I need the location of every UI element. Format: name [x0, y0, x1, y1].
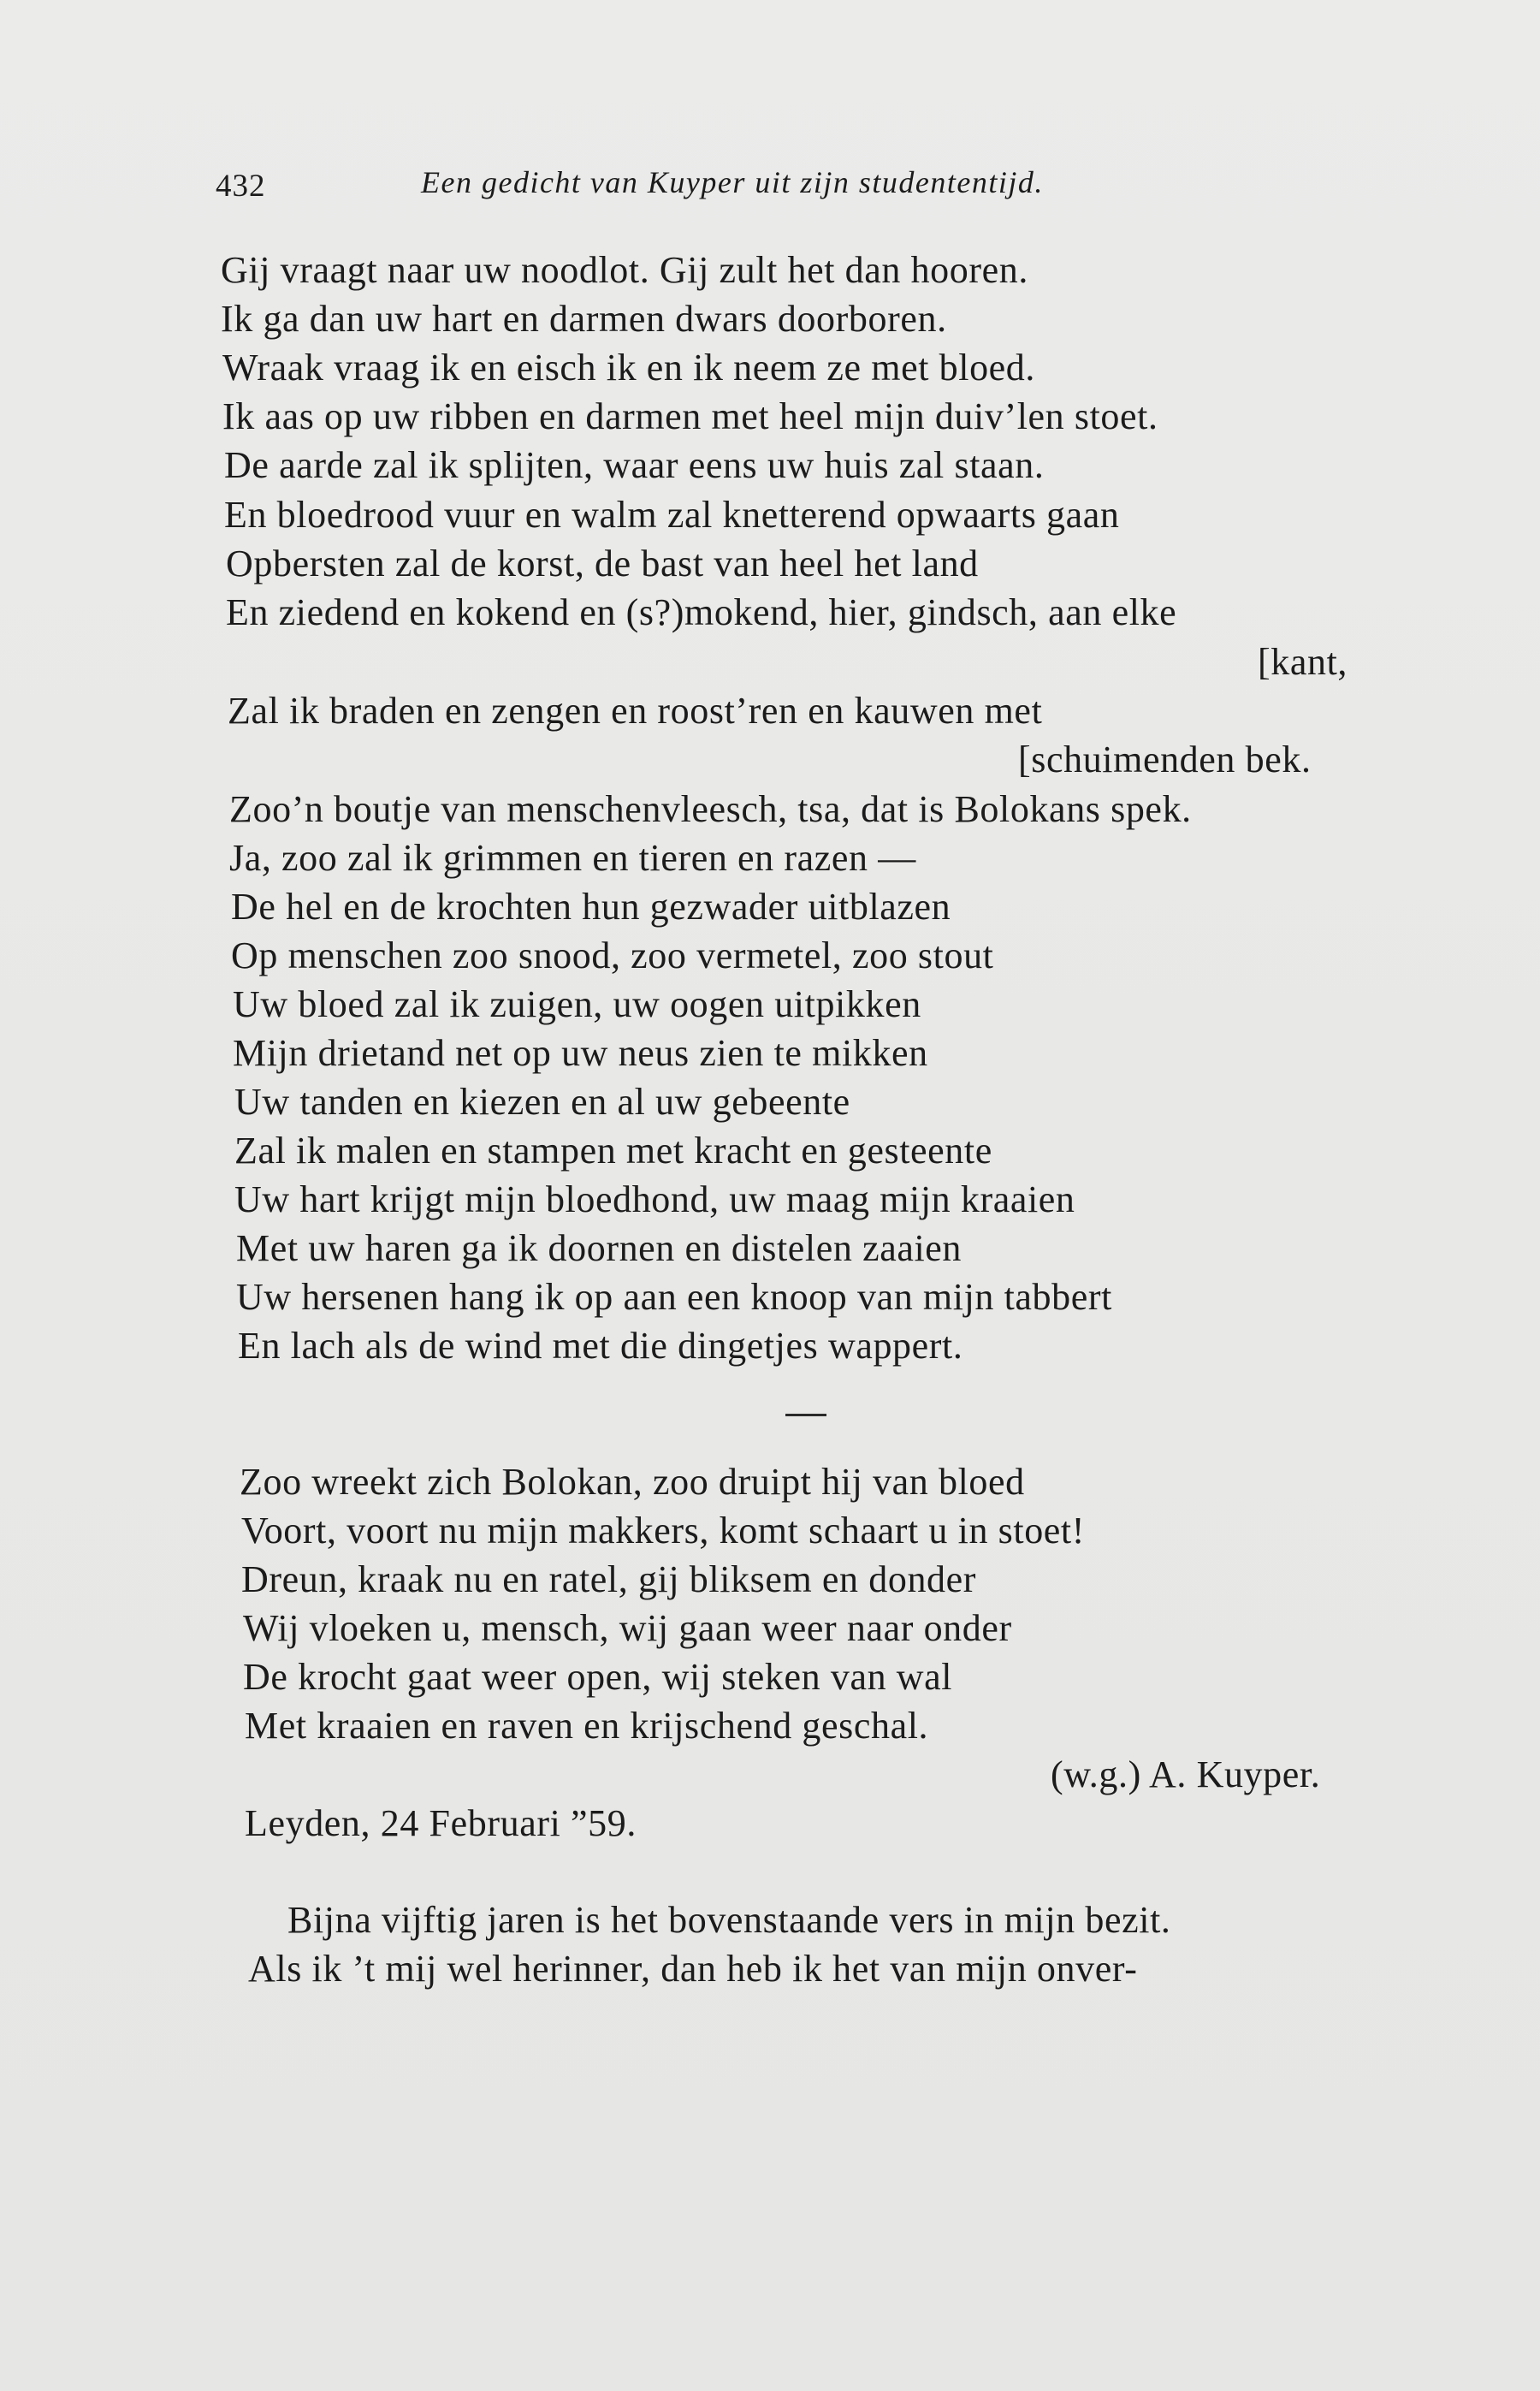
poem-line: Uw hart krijgt mijn bloedhond, uw maag mijn kraaien — [234, 1178, 1075, 1220]
signature: (w.g.) A. Kuyper. — [1051, 1753, 1321, 1795]
poem-line: En lach als de wind met die dingetjes wappert. — [238, 1325, 963, 1367]
poem-line: Ik ga dan uw hart en darmen dwars doorboren. — [221, 298, 947, 340]
poem-line: Zoo’n boutje van menschenvleesch, tsa, dat is Bolokans spek. — [229, 788, 1192, 830]
poem-line-continuation: [schuimenden bek. — [1018, 739, 1312, 780]
poem-line: Mijn drietand net op uw neus zien te mikken — [233, 1032, 928, 1074]
poem-line: Zoo wreekt zich Bolokan, zoo druipt hij van bloed — [240, 1461, 1025, 1503]
poem-line: Zal ik malen en stampen met kracht en gesteente — [234, 1130, 992, 1172]
prose-line: Bijna vijftig jaren is het bovenstaande vers in mijn bezit. — [287, 1899, 1171, 1941]
poem-line: Wraak vraag ik en eisch ik en ik neem ze met bloed. — [222, 347, 1036, 389]
page-number: 432 — [216, 169, 266, 204]
poem-line: Uw hersenen hang ik op aan een knoop van mijn tabbert — [236, 1276, 1112, 1318]
poem-line: Met kraaien en raven en krijschend geschal. — [245, 1705, 929, 1747]
poem-line: De hel en de krochten hun gezwader uitblazen — [231, 886, 951, 928]
poem-line: Uw bloed zal ik zuigen, uw oogen uitpikken — [233, 983, 921, 1025]
poem-line: Ik aas op uw ribben en darmen met heel mijn duiv’len stoet. — [222, 395, 1158, 437]
poem-line: En bloedrood vuur en walm zal knetterend opwaarts gaan — [224, 494, 1120, 536]
poem-line: Zal ik braden en zengen en roost’ren en kauwen met — [228, 690, 1043, 732]
poem-line: Voort, voort nu mijn makkers, komt schaart u in stoet! — [241, 1510, 1086, 1551]
running-head — [216, 165, 1191, 219]
running-title: Een gedicht van Kuyper uit zijn studententijd. — [421, 165, 1044, 199]
poem-line: Uw tanden en kiezen en al uw gebeente — [234, 1081, 850, 1123]
prose-line: Als ik ’t mij wel herinner, dan heb ik het van mijn onver- — [248, 1948, 1138, 1990]
section-divider — [785, 1414, 826, 1416]
poem-line: Met uw haren ga ik doornen en distelen zaaien — [236, 1227, 962, 1269]
poem-line: Gij vraagt naar uw noodlot. Gij zult het dan hooren. — [221, 249, 1028, 291]
dateline: Leyden, 24 Februari ”59. — [245, 1802, 637, 1844]
poem-line: De aarde zal ik splijten, waar eens uw huis zal staan. — [224, 444, 1045, 486]
poem-line: De krocht gaat weer open, wij steken van wal — [243, 1656, 953, 1698]
poem-line: Op menschen zoo snood, zoo vermetel, zoo stout — [231, 934, 994, 976]
poem-line: Dreun, kraak nu en ratel, gij bliksem en donder — [241, 1558, 977, 1600]
poem-line: Ja, zoo zal ik grimmen en tieren en razen — — [229, 837, 916, 879]
poem-line: Wij vloeken u, mensch, wij gaan weer naar onder — [243, 1607, 1012, 1649]
poem-line: En ziedend en kokend en (s?)mokend, hier, gindsch, aan elke — [226, 591, 1177, 633]
poem-line: Opbersten zal de korst, de bast van heel het land — [226, 543, 979, 584]
poem-line-continuation: [kant, — [1258, 641, 1348, 683]
